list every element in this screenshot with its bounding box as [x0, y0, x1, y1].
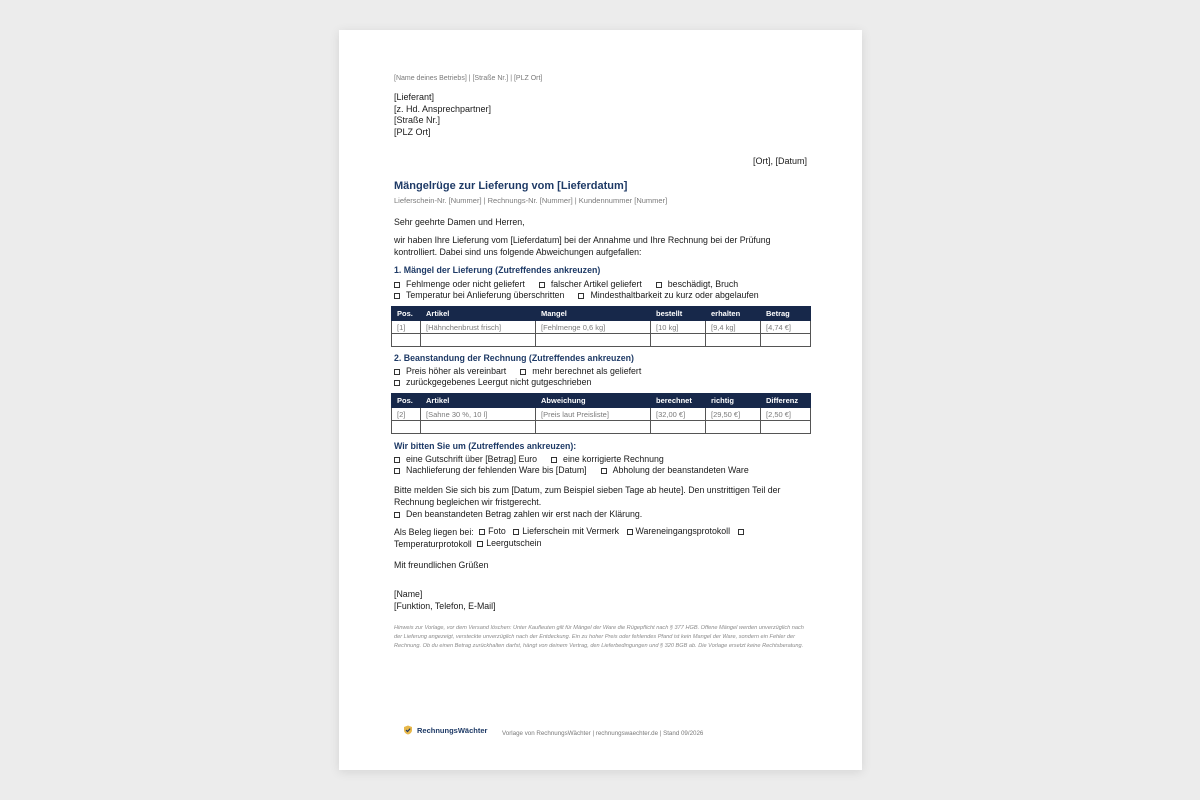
- checkbox[interactable]: [394, 293, 400, 299]
- shield-check-icon: [403, 725, 413, 735]
- closing: Mit freundlichen Grüßen: [394, 560, 489, 570]
- recipient-line: [Lieferant]: [394, 92, 435, 102]
- footer-line: Vorlage von RechnungsWächter | rechnungswaechter.de | Stand 09/2026: [502, 730, 704, 737]
- table-header: erhalten: [706, 307, 761, 321]
- checkbox[interactable]: [601, 468, 607, 474]
- table-row-empty: [392, 421, 811, 434]
- option-nachlieferung[interactable]: Nachlieferung der fehlenden Ware bis [Datum]: [394, 465, 587, 477]
- checkbox[interactable]: [656, 282, 662, 288]
- section2-heading: 2. Beanstandung der Rechnung (Zutreffendes ankreuzen): [394, 353, 634, 363]
- table-cell[interactable]: [761, 334, 811, 347]
- table-cell[interactable]: [Fehlmenge 0,6 kg]: [536, 321, 651, 334]
- checkbox[interactable]: [394, 282, 400, 288]
- delivery-defects-table: [391, 306, 811, 347]
- checkbox[interactable]: [738, 529, 744, 535]
- table-cell[interactable]: [9,4 kg]: [706, 321, 761, 334]
- checkbox[interactable]: [539, 282, 545, 288]
- sender-line: [Name deines Betriebs] | [Straße Nr.] | [PLZ Ort]: [394, 75, 543, 82]
- option-abholung[interactable]: Abholung der beanstandeten Ware: [601, 465, 749, 477]
- signature-contact: [Funktion, Telefon, E-Mail]: [394, 600, 496, 611]
- evidence-line1: [394, 526, 750, 538]
- table-cell[interactable]: [536, 421, 651, 434]
- section1-heading: 1. Mängel der Lieferung (Zutreffendes ankreuzen): [394, 265, 601, 275]
- invoice-issues-table: [391, 393, 811, 434]
- brand-logo: [403, 725, 487, 735]
- recipient-line: [PLZ Ort]: [394, 126, 431, 137]
- table-cell[interactable]: [2,50 €]: [761, 408, 811, 421]
- option-beschaedigt[interactable]: beschädigt, Bruch: [656, 279, 738, 291]
- table-header: berechnet: [651, 394, 706, 408]
- table-cell[interactable]: [32,00 €]: [651, 408, 706, 421]
- checkbox[interactable]: [394, 468, 400, 474]
- signature-name: [Name]: [394, 589, 423, 599]
- deadline-text: Bitte melden Sie sich bis zum [Datum, zum Beispiel sieben Tage ab heute]. Den unstrittigen Teil der Rechnung begleichen wir fristgerecht.: [394, 485, 781, 507]
- table-row: [392, 408, 811, 421]
- table-cell[interactable]: [Hähnchenbrust frisch]: [421, 321, 536, 334]
- option-temperatur[interactable]: Temperatur bei Anlieferung überschritten: [394, 290, 564, 302]
- table-header: Artikel: [421, 307, 536, 321]
- table-header: Artikel: [421, 394, 536, 408]
- option-gutschrift[interactable]: eine Gutschrift über [Betrag] Euro: [394, 454, 537, 466]
- checkbox[interactable]: [578, 293, 584, 299]
- table-header: Differenz: [761, 394, 811, 408]
- date-line: [Ort], [Datum]: [752, 156, 807, 166]
- checkbox[interactable]: [394, 457, 400, 463]
- section2-options-row2: [394, 377, 591, 389]
- evidence-foto[interactable]: Foto: [479, 526, 506, 538]
- option-fehlmenge[interactable]: Fehlmenge oder nicht geliefert: [394, 279, 525, 291]
- table-cell[interactable]: [10 kg]: [651, 321, 706, 334]
- evidence-block: [394, 526, 750, 551]
- intro-text: wir haben Ihre Lieferung vom [Lieferdatum] bei der Annahme und Ihre Rechnung bei der Prüfung kontrolliert. Dabei sind uns folgende Abweichungen aufgefallen:: [394, 235, 771, 257]
- document-page: [339, 30, 862, 770]
- hold-payment-row: [394, 509, 642, 521]
- checkbox[interactable]: [513, 529, 519, 535]
- table-header: Mangel: [536, 307, 651, 321]
- table-cell[interactable]: [761, 421, 811, 434]
- table-cell[interactable]: [2]: [392, 408, 421, 421]
- table-cell[interactable]: [392, 334, 421, 347]
- evidence-temperatur: Temperaturprotokoll: [394, 539, 472, 549]
- template-footnote: Hinweis zur Vorlage, vor dem Versand löschen: Unter Kaufleuten gilt für Mängel der Ware die Rügepflicht nach § 377 HGB. Offene Mängel werden unverzüglich nach der Lieferung angezeigt, versteckte unverzüglich nach der Entdeckung. Ein zu hoher Preis oder fehlendes Pfand ist kein Mangel der Ware, sondern ein Fehler der Rechnung. Ob du einen Betrag zurückhalten darfst, hängt von deinem Vertrag, den Lieferbedingungen und § 320 BGB ab. Die Vorlage ersetzt keine Rechtsberatung.: [394, 625, 804, 649]
- reference-line: Lieferschein-Nr. [Nummer] | Rechnungs-Nr. [Nummer] | Kundennummer [Nummer]: [394, 196, 668, 205]
- option-zahlung-zurueckhalten[interactable]: Den beanstandeten Betrag zahlen wir erst nach der Klärung.: [394, 509, 642, 521]
- table-header-row: [392, 394, 811, 408]
- table-cell[interactable]: [Sahne 30 %, 10 l]: [421, 408, 536, 421]
- table-header: richtig: [706, 394, 761, 408]
- table-cell[interactable]: [421, 334, 536, 347]
- option-falscher-artikel[interactable]: falscher Artikel geliefert: [539, 279, 642, 291]
- greeting: Sehr geehrte Damen und Herren,: [394, 217, 525, 227]
- table-header: Pos.: [392, 307, 421, 321]
- recipient-line: [Straße Nr.]: [394, 115, 441, 125]
- table-header-row: [392, 307, 811, 321]
- table-cell[interactable]: [536, 334, 651, 347]
- table-header: bestellt: [651, 307, 706, 321]
- section3-options-row2: [394, 465, 749, 477]
- evidence-lieferschein[interactable]: Lieferschein mit Vermerk: [513, 526, 619, 538]
- document-title: Mängelrüge zur Lieferung vom [Lieferdatum]: [394, 180, 628, 192]
- section3-options-row1: [394, 454, 664, 466]
- table-cell[interactable]: [29,50 €]: [706, 408, 761, 421]
- recipient-line: [z. Hd. Ansprechpartner]: [394, 103, 492, 114]
- section2-options-row1: [394, 366, 641, 378]
- checkbox[interactable]: [394, 512, 400, 518]
- checkbox[interactable]: [479, 529, 485, 535]
- recipient-address: [394, 92, 491, 138]
- checkbox[interactable]: [394, 369, 400, 375]
- table-cell[interactable]: [4,74 €]: [761, 321, 811, 334]
- section1-options-row1: [394, 279, 738, 291]
- table-cell[interactable]: [421, 421, 536, 434]
- table-row-empty: [392, 334, 811, 347]
- table-cell[interactable]: [706, 421, 761, 434]
- checkbox[interactable]: [551, 457, 557, 463]
- checkbox[interactable]: [394, 380, 400, 386]
- option-mindesthaltbarkeit[interactable]: Mindesthaltbarkeit zu kurz oder abgelaufen: [578, 290, 758, 302]
- table-header: Betrag: [761, 307, 811, 321]
- evidence-leergutschein[interactable]: Leergutschein: [477, 538, 541, 550]
- checkbox[interactable]: [627, 529, 633, 535]
- evidence-wareneingang[interactable]: Wareneingangsprotokoll: [627, 526, 731, 538]
- option-leergut[interactable]: zurückgegebenes Leergut nicht gutgeschrieben: [394, 377, 591, 389]
- section3-heading: Wir bitten Sie um (Zutreffendes ankreuzen):: [394, 441, 577, 451]
- option-korrigierte-rechnung[interactable]: eine korrigierte Rechnung: [551, 454, 664, 466]
- table-header: Abweichung: [536, 394, 651, 408]
- table-cell[interactable]: [Preis laut Preisliste]: [536, 408, 651, 421]
- table-cell[interactable]: [1]: [392, 321, 421, 334]
- table-header: Pos.: [392, 394, 421, 408]
- table-cell[interactable]: [651, 334, 706, 347]
- checkbox[interactable]: [477, 541, 483, 547]
- table-row: [392, 321, 811, 334]
- evidence-line2: [394, 538, 750, 550]
- table-cell[interactable]: [706, 334, 761, 347]
- option-preis-hoeher[interactable]: Preis höher als vereinbart: [394, 366, 506, 378]
- table-cell[interactable]: [392, 421, 421, 434]
- section1-options-row2: [394, 290, 759, 302]
- evidence-label: Als Beleg liegen bei:: [394, 526, 474, 537]
- signature-block: [394, 589, 496, 612]
- checkbox[interactable]: [520, 369, 526, 375]
- option-mehr-berechnet[interactable]: mehr berechnet als geliefert: [520, 366, 641, 378]
- table-cell[interactable]: [651, 421, 706, 434]
- logo-text: RechnungsWächter: [417, 725, 488, 735]
